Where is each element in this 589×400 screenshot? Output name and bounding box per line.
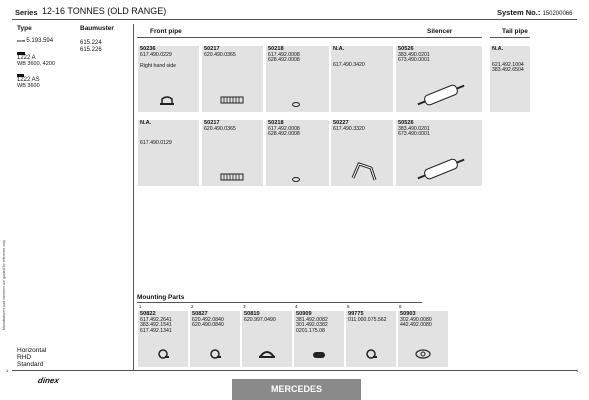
gasket-icon <box>292 102 300 107</box>
part-box-r2-1[interactable]: N.A. 617.490.0129 <box>138 120 199 186</box>
mount-index-2: 2 <box>191 304 194 309</box>
clamp-icon <box>258 349 276 359</box>
tail-pipe-heading: Tail pipe <box>502 28 528 35</box>
front-pipe-heading: Front pipe <box>150 28 182 35</box>
mount-index-3: 3 <box>243 304 246 309</box>
column-divider <box>133 24 134 370</box>
part-box-r2-5[interactable]: 50526 383.490.0201 673.490.0001 <box>396 120 482 186</box>
clamp-icon <box>364 349 378 359</box>
gasket-icon <box>292 177 300 182</box>
flex-pipe-icon <box>220 173 244 181</box>
brand-banner: MERCEDES <box>232 379 361 400</box>
part-box-r1-4[interactable]: N.A. 617.490.3420 <box>331 46 393 112</box>
part-box-r2-2[interactable]: 50217 620.490.0365 <box>202 120 263 186</box>
dinex-logo: dinex <box>37 376 60 385</box>
mounting-rule <box>137 302 422 303</box>
flex-pipe-icon <box>220 96 244 104</box>
rubber-mount-icon <box>312 351 326 359</box>
bent-pipe-icon <box>349 158 377 182</box>
tail-pipe-rule <box>490 37 530 38</box>
mount-index-6: 6 <box>399 304 402 309</box>
clamp-icon <box>160 96 174 106</box>
configuration: Horizontal RHD Standard <box>17 347 47 369</box>
mount-box-4[interactable]: 50909 381.492.0082 301.492.0382 0201.175.08 <box>294 311 344 367</box>
gasket-icon <box>415 349 431 359</box>
mount-index-4: 4 <box>295 304 298 309</box>
model-1: 1222 A WB 3600, 4200 <box>17 52 55 67</box>
footer-rule <box>12 370 577 371</box>
series-label: Series <box>15 8 38 17</box>
part-box-r1-1[interactable]: 50236 617.490.0229 Right hand side <box>138 46 199 112</box>
clamp-icon <box>208 349 222 359</box>
front-pipe-rule <box>137 37 482 38</box>
mount-box-5[interactable]: 99775 011.000.075.562 <box>346 311 396 367</box>
silencer-icon <box>416 156 466 182</box>
part-box-r1-3[interactable]: 50218 617.492.0008 628.492.0008 <box>266 46 329 112</box>
baumuster-list: 615.224 615.226 <box>80 40 102 53</box>
part-box-r1-2[interactable]: 50217 620.490.0365 <box>202 46 263 112</box>
part-box-r1-5[interactable]: 50526 383.490.0201 673.490.0001 <box>396 46 482 112</box>
type-heading: Type <box>17 25 32 32</box>
part-box-r2-3[interactable]: 50218 617.492.0008 628.492.0008 <box>266 120 329 186</box>
model-2: 1222 AS WB 3600 <box>17 74 40 89</box>
mounting-parts-heading: Mounting Parts <box>137 294 185 301</box>
mount-box-3[interactable]: 50810 620.997.0490 <box>242 311 292 367</box>
mount-box-1[interactable]: 50822 617.492.2641 383.492.1541 617.492.1341 <box>138 311 188 367</box>
baumuster-heading: Baumuster <box>80 25 114 32</box>
silencer-icon <box>416 82 466 108</box>
ccm-value: ccm 5.193.594 <box>17 38 54 44</box>
series-title: 12-16 TONNES (OLD RANGE) <box>42 6 167 16</box>
clamp-icon <box>156 349 170 359</box>
part-box-r1-6[interactable]: N.A. 621.492.1004 383.492.6504 <box>490 46 530 112</box>
disclaimer-vertical-text: Manufacturers part numbers are quoted for reference only <box>2 240 6 330</box>
part-box-r2-4[interactable]: 50227 617.490.3320 <box>331 120 393 186</box>
mount-box-6[interactable]: 50903 302.490.0080 442.492.0080 <box>398 311 448 367</box>
system-number: System No.: 150200066 <box>497 8 573 17</box>
mount-index-5: 5 <box>347 304 350 309</box>
silencer-heading: Silencer <box>427 28 453 35</box>
mount-index-1: 1 <box>139 304 142 309</box>
page-number-right: 1 <box>576 368 579 373</box>
page-number-left: 1 <box>6 368 9 373</box>
header-rule <box>12 19 577 20</box>
mount-box-2[interactable]: 50827 620.492.0840 620.490.0840 <box>190 311 240 367</box>
